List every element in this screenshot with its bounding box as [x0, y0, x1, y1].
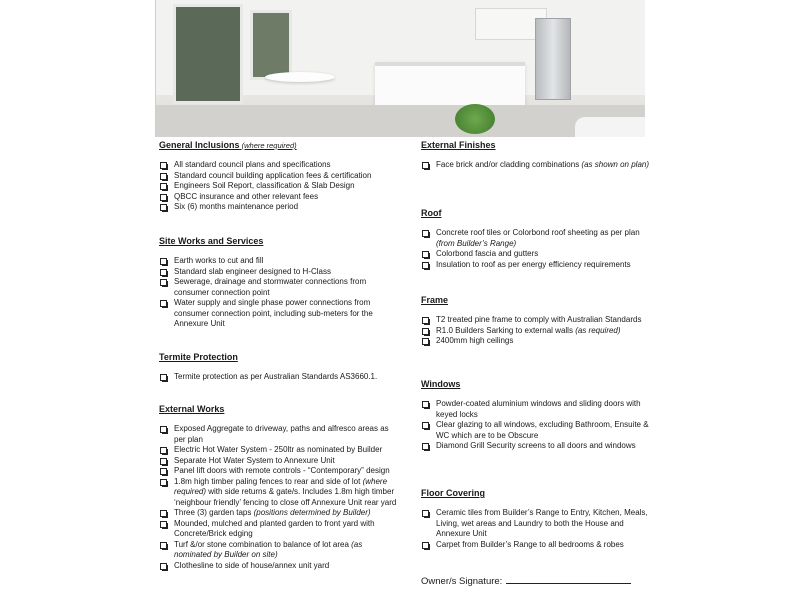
item-note: (from Builder’s Range): [436, 238, 517, 248]
item-text: Insulation to roof as per energy efficiency requirements: [436, 259, 631, 269]
checkbox-bullet-icon: [160, 374, 167, 381]
checklist: [159, 160, 399, 213]
item-note: (as shown on plan): [581, 160, 650, 169]
item-text: Clothesline to side of house/annex unit yard: [174, 560, 330, 570]
checkbox-bullet-icon: [422, 328, 429, 335]
heading-text: Roof: [421, 208, 442, 218]
checkbox-bullet-icon: [160, 204, 167, 211]
checkbox-bullet-icon: [160, 521, 167, 528]
signature-line: [506, 575, 631, 584]
checklist: [421, 315, 651, 347]
item-text: Panel lift doors with remote controls - “Contemporary” design: [174, 466, 390, 475]
checklist: [421, 508, 651, 550]
heading-text: External Works: [159, 404, 225, 414]
heading-text: Windows: [421, 379, 461, 389]
checkbox-bullet-icon: [160, 479, 167, 486]
list-item: [159, 477, 399, 509]
item-text: Face brick and/or cladding combinations: [436, 160, 582, 169]
list-item: [421, 540, 651, 551]
section-termite-protection: [159, 352, 399, 383]
list-item: [159, 256, 399, 267]
item-text: 2400mm high ceilings: [436, 336, 514, 345]
signature-label: Owner/s Signature:: [421, 576, 503, 587]
item-text: Engineers Soil Report, classification & Slab Design: [174, 181, 355, 190]
checkbox-bullet-icon: [160, 269, 167, 276]
list-item: [421, 508, 651, 540]
heading-text: General Inclusions: [159, 140, 240, 150]
list-item: [159, 160, 399, 171]
checkbox-bullet-icon: [160, 447, 167, 454]
list-item: [421, 326, 651, 337]
section-heading: [421, 488, 651, 499]
checkbox-bullet-icon: [160, 426, 167, 433]
checkbox-bullet-icon: [422, 542, 429, 549]
owner-signature: [421, 575, 631, 587]
section-frame: [421, 295, 651, 347]
item-text: Standard slab engineer designed to H-Class: [174, 266, 331, 276]
item-text: Colorbond fascia and gutters: [436, 249, 539, 258]
list-item: [159, 424, 399, 445]
item-text: Electric Hot Water System - 250ltr as nominated by Builder: [174, 445, 383, 454]
item-text: Clear glazing to all windows, excluding Bathroom, Ensuite & WC which are to be Obscure: [436, 420, 649, 440]
item-text: Earth works to cut and fill: [174, 256, 264, 265]
section-floor-covering: [421, 488, 651, 550]
checkbox-bullet-icon: [160, 279, 167, 286]
item-text: Separate Hot Water System to Annexure Unit: [174, 455, 335, 465]
kitchen-photo: [155, 0, 645, 137]
checkbox-bullet-icon: [422, 251, 429, 258]
checkbox-bullet-icon: [160, 563, 167, 570]
checkbox-bullet-icon: [160, 510, 167, 517]
list-item: [159, 466, 399, 477]
list-item: [159, 192, 399, 203]
item-text: Termite protection as per Australian Standards AS3660.1.: [174, 372, 378, 381]
checkbox-bullet-icon: [160, 183, 167, 190]
item-text: Water supply and single phase power connections from consumer connection point, including sub-meters for the Annexure Unit: [174, 298, 373, 328]
item-text: Exposed Aggregate to driveway, paths and alfresco areas as per plan: [174, 424, 389, 444]
item-text: All standard council plans and specifications: [174, 160, 331, 169]
section-general-inclusions: [159, 140, 399, 213]
checkbox-bullet-icon: [422, 162, 429, 169]
item-note: (where required): [174, 476, 388, 496]
heading-note: (where required): [239, 141, 297, 150]
checkbox-bullet-icon: [160, 468, 167, 475]
list-item: [159, 519, 399, 540]
section-heading: [159, 404, 399, 415]
list-item: [159, 540, 399, 561]
list-item: [159, 561, 399, 572]
checkbox-bullet-icon: [422, 262, 429, 269]
list-item: [421, 336, 651, 347]
item-text: Turf &/or stone combination to balance of lot area: [174, 539, 352, 549]
checklist: [159, 424, 399, 571]
item-note: (as required): [575, 325, 621, 335]
checkbox-bullet-icon: [422, 422, 429, 429]
checklist: [159, 372, 399, 383]
checkbox-bullet-icon: [422, 230, 429, 237]
section-windows: [421, 379, 651, 452]
checkbox-bullet-icon: [422, 443, 429, 450]
item-text: Diamond Grill Security screens to all doors and windows: [436, 441, 636, 450]
checkbox-bullet-icon: [160, 542, 167, 549]
checkbox-bullet-icon: [160, 458, 167, 465]
checklist: [421, 160, 651, 171]
section-heading: [421, 140, 651, 151]
section-external-finishes: [421, 140, 651, 171]
item-text: Three (3) garden taps: [174, 508, 254, 517]
checklist: [159, 256, 399, 330]
checkbox-bullet-icon: [422, 338, 429, 345]
section-heading: [421, 379, 651, 390]
item-text: Powder-coated aluminium windows and sliding doors with keyed locks: [436, 399, 641, 419]
list-item: [159, 181, 399, 192]
section-heading: [159, 352, 399, 363]
photo-border: [155, 0, 156, 137]
checklist: [421, 399, 651, 452]
checkbox-bullet-icon: [422, 510, 429, 517]
list-item: [421, 420, 651, 441]
item-text: Ceramic tiles from Builder’s Range to Entry, Kitchen, Meals, Living, wet areas and Laundry to both the House and Annexure Unit: [436, 508, 648, 538]
section-site-works-and-services: [159, 236, 399, 330]
list-item: [159, 202, 399, 213]
list-item: [421, 260, 651, 271]
item-note: (as nominated by Builder on site): [174, 539, 363, 559]
item-text: QBCC insurance and other relevant fees: [174, 191, 319, 201]
checkbox-bullet-icon: [422, 317, 429, 324]
section-heading: [159, 140, 399, 151]
checkbox-bullet-icon: [422, 401, 429, 408]
section-roof: [421, 208, 651, 270]
item-text: Mounded, mulched and planted garden to front yard with Concrete/Brick edging: [174, 518, 375, 538]
item-text: Sewerage, drainage and stormwater connections from consumer connection point: [174, 277, 367, 297]
checkbox-bullet-icon: [160, 173, 167, 180]
list-item: [421, 228, 651, 249]
item-text-cont: with side returns & gate/s. Includes 1.8m high timber ‘neighbour friendly’ fencing to close off Annexure Unit rear yard: [174, 487, 397, 507]
section-heading: [159, 236, 399, 247]
item-text: Standard council building application fees & certification: [174, 170, 372, 180]
item-text: Concrete roof tiles or Colorbond roof sheeting as per plan: [436, 228, 640, 237]
list-item: [159, 372, 399, 383]
list-item: [421, 315, 651, 326]
section-heading: [421, 295, 651, 306]
checkbox-bullet-icon: [160, 162, 167, 169]
heading-text: Frame: [421, 295, 449, 305]
section-heading: [421, 208, 651, 219]
list-item: [421, 160, 651, 171]
list-item: [421, 441, 651, 452]
list-item: [421, 399, 651, 420]
item-text: Six (6) months maintenance period: [174, 202, 299, 211]
item-text: Carpet from Builder’s Range to all bedrooms & robes: [436, 539, 624, 549]
checkbox-bullet-icon: [160, 194, 167, 201]
list-item: [159, 298, 399, 330]
checkbox-bullet-icon: [160, 258, 167, 265]
heading-text: Termite Protection: [159, 352, 238, 362]
list-item: [159, 267, 399, 278]
heading-text: Site Works and Services: [159, 236, 264, 246]
item-text: R1.0 Builders Sarking to external walls: [436, 325, 576, 335]
checklist: [421, 228, 651, 270]
heading-text: External Finishes: [421, 140, 496, 150]
list-item: [159, 277, 399, 298]
list-item: [159, 445, 399, 456]
list-item: [159, 456, 399, 467]
list-item: [421, 249, 651, 260]
list-item: [159, 171, 399, 182]
item-text: T2 treated pine frame to comply with Australian Standards: [436, 315, 642, 324]
list-item: [159, 508, 399, 519]
section-external-works: [159, 404, 399, 571]
item-text: 1.8m high timber paling fences to rear and side of lot: [174, 476, 363, 486]
item-note: (positions determined by Builder): [253, 508, 371, 517]
checkbox-bullet-icon: [160, 300, 167, 307]
heading-text: Floor Covering: [421, 488, 486, 498]
